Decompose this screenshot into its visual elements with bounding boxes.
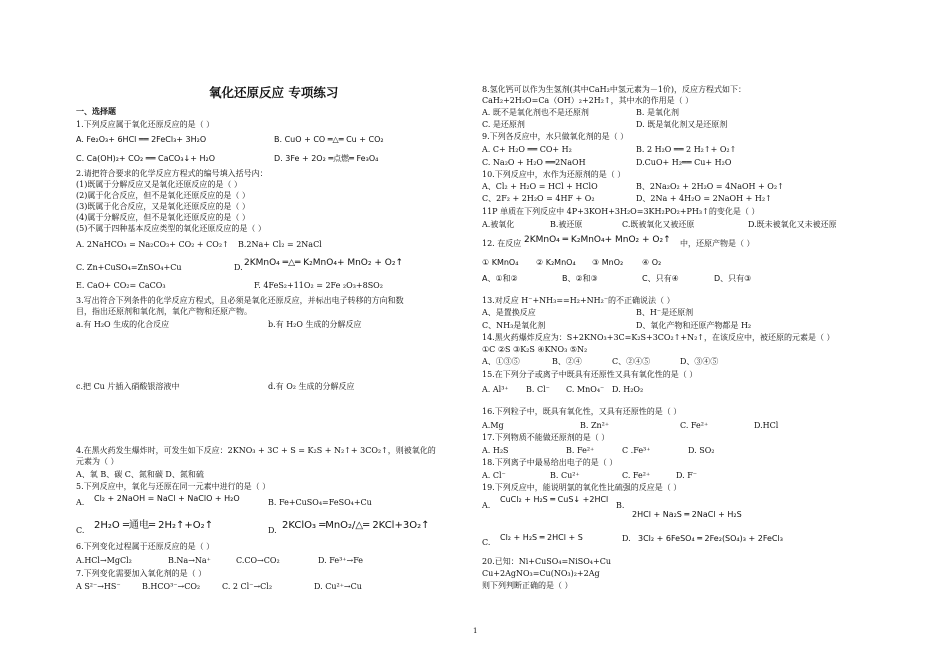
q13-option-a: A、是置换反应: [482, 308, 536, 317]
question-14: 14.黑火药爆炸反应为：S+2KNO₃+3C=K₂S+3CO₂↑+N₂↑，在该反应中，被还原的元素是（ ）: [482, 333, 835, 342]
q19-option-a: CuCl₂ + H₂S ═ CuS↓ +2HCl: [500, 495, 609, 504]
q5-option-b: B. Fe+CuSO₄=FeSO₄+Cu: [268, 498, 372, 507]
q7-option-c: C. 2 Cl⁻→Cl₂: [222, 582, 273, 591]
q13-option-d: D、氧化产物和还原产物都是 H₂: [636, 321, 752, 330]
q8-option-a: A. 既不是氧化剂也不是还原剂: [482, 108, 589, 117]
q2-option-c: C. Zn+CuSO₄=ZnSO₄+Cu: [76, 263, 182, 272]
question-3: 3.写出符合下列条件的化学反应方程式，且必须是氧化还原反应，并标出电子转移的方向和数: [76, 296, 404, 305]
q16-option-d: D.HCl: [754, 421, 779, 430]
q18-option-d: D. F⁻: [676, 471, 697, 480]
q12-option-a: A、①和②: [482, 274, 518, 283]
q12-item-2: ② K₂MnO₄: [536, 258, 576, 267]
q3-item-b: b.有 H₂O 生成的分解反应: [268, 320, 362, 329]
q9-option-d: D.CuO+ H₂══ Cu+ H₂O: [636, 158, 732, 167]
question-11: 11P 单质在下列反应中 4P+3KOH+3H₂O=3KH₂PO₂+PH₃↑的变化是（ ）: [482, 207, 760, 216]
question-7: 7.下列变化需要加入氧化剂的是（ ）: [76, 569, 207, 578]
q6-option-a: A.HCl→MgCl₂: [76, 556, 132, 565]
q15-option-c: C. MnO₄⁻: [566, 385, 605, 394]
q11-option-c: C.既被氧化又被还原: [622, 220, 695, 229]
q19-option-c: Cl₂ + H₂S ═ 2HCl + S: [500, 533, 583, 542]
q5-option-a-label: A.: [76, 498, 85, 507]
q2-item-2: (2)属于化合反应，但不是氧化还原反应的是（ ）: [76, 191, 250, 200]
question-12-prefix: 12. 在反应: [482, 239, 522, 248]
q16-option-b: B. Zn²⁺: [580, 421, 610, 430]
q19-option-b-label: B.: [616, 501, 625, 510]
question-1: 1.下列反应属于氧化还原反应的是（ ）: [76, 120, 215, 129]
q14-option-b: B、②④: [552, 357, 582, 366]
question-20: 20.已知：Ni+CuSO₄=NiSO₄+Cu: [482, 557, 611, 566]
question-17: 17.下列物质不能做还原剂的是（ ）: [482, 433, 610, 442]
q12-option-b: B、②和③: [562, 274, 598, 283]
q12-option-d: D、只有③: [714, 274, 752, 283]
question-19: 19.下列反应中，能说明氯的氧化性比硫强的反应是（ ）: [482, 483, 682, 492]
q3-item-d: d.有 O₂ 生成的分解反应: [268, 382, 355, 391]
q11-option-d: D.既未被氧化又未被还原: [748, 220, 837, 229]
q1-option-a: A. Fe₂O₃+ 6HCl ══ 2FeCl₃+ 3H₂O: [76, 135, 207, 144]
q7-option-a: A S²⁻→HS⁻: [76, 582, 121, 591]
q5-option-a: Cl₂ + 2NaOH = NaCl + NaClO + H₂O: [94, 494, 240, 503]
q15-option-b: B. Cl⁻: [526, 385, 550, 394]
q9-option-c: C. Na₂O + H₂O ══2NaOH: [482, 158, 586, 167]
q14-option-c: C、②④⑤: [612, 357, 651, 366]
question-10: 10.下列反应中，水作为还原剂的是（ ）: [482, 170, 626, 179]
q15-option-a: A. Al³⁺: [482, 385, 509, 394]
question-18: 18.下列离子中最易给出电子的是（ ）: [482, 458, 618, 467]
q5-option-d-label: D.: [268, 526, 277, 535]
q6-option-b: B.Na→Na⁺: [168, 556, 211, 565]
question-4: 4.在黑火药发生爆炸时，可发生如下反应：2KNO₃ + 3C + S = K₂S + N₂↑+ 3CO₂↑，则被氧化的: [76, 446, 436, 455]
q14-option-a: A、①③⑤: [482, 357, 520, 366]
q19-option-d: 3Cl₂ + 6FeSO₄ ═ 2Fe₂(SO₄)₃ + 2FeCl₃: [638, 534, 783, 543]
q10-option-a: A、Cl₂ + H₂O = HCl + HClO: [482, 182, 598, 191]
q2-option-f: F. 4FeS₂+11O₂ = 2Fe ₂O₃+8SO₂: [254, 281, 383, 290]
question-20-line-2: Cu+2AgNO₃=Cu(NO₃)₂+2Ag: [482, 569, 600, 578]
q14-option-d: D、③④⑤: [680, 357, 719, 366]
q5-option-c: 2H₂O ═通电═ 2H₂↑+O₂↑: [94, 520, 214, 531]
section-heading: 一、选择题: [76, 106, 116, 116]
q5-option-c-label: C.: [76, 526, 85, 535]
question-4-cont: 元素为（ ）: [76, 457, 119, 466]
q1-option-d: D. 3Fe + 2O₂ ═点燃═ Fe₃O₄: [274, 154, 379, 163]
q12-option-c: C、只有④: [642, 274, 679, 283]
q1-option-c: C. Ca(OH)₂+ CO₂ ══ CaCO₃↓+ H₂O: [76, 154, 216, 163]
question-5: 5.下列反应中，氧化与还原在同一元素中进行的是（ ）: [76, 482, 271, 491]
q6-option-c: C.CO→CO₂: [236, 556, 280, 565]
q19-option-a-label: A.: [482, 501, 491, 510]
q2-option-b: B.2Na+ Cl₂ = 2NaCl: [238, 240, 322, 249]
q1-option-b: B. CuO + CO ═△═ Cu + CO₂: [274, 135, 384, 144]
question-8-cont: CaH₂+2H₂O=Ca（OH）₂+2H₂↑，其中水的作用是（ ）: [482, 96, 694, 105]
q19-option-c-label: C.: [482, 538, 491, 547]
q18-option-c: C. Fe²⁺: [622, 471, 651, 480]
page-title: 氧化还原反应 专项练习: [209, 85, 339, 100]
q8-option-c: C. 是还原剂: [482, 120, 525, 129]
q9-option-a: A. C+ H₂O ══ CO+ H₂: [482, 145, 572, 154]
q10-option-b: B、2Na₂O₂ + 2H₂O = 4NaOH + O₂↑: [636, 182, 784, 191]
q12-item-1: ① KMnO₄: [482, 258, 519, 267]
q3-item-a: a.有 H₂O 生成的化合反应: [76, 320, 170, 329]
q2-option-d-label: D.: [234, 263, 243, 272]
question-13: 13.对反应 H⁻+NH₃==H₂+NH₂⁻的不正确说法（ ）: [482, 296, 675, 305]
q14-items: ①C ②S ③K₂S ④KNO₃ ⑤N₂: [482, 345, 588, 354]
q10-option-c: C、2F₂ + 2H₂O = 4HF + O₂: [482, 194, 595, 203]
question-16: 16.下列粒子中，既具有氧化性，又具有还原性的是（ ）: [482, 407, 682, 416]
q18-option-b: B. Cu²⁺: [550, 471, 580, 480]
q2-option-e: E. CaO+ CO₂= CaCO₃: [76, 281, 166, 290]
question-20-line-3: 则下列判断正确的是（ ）: [482, 581, 573, 590]
question-12-equation: 2KMnO₄ ═ K₂MnO₄+ MnO₂ + O₂↑: [524, 235, 671, 245]
q12-item-4: ④ O₂: [642, 258, 662, 267]
q11-option-a: A.被氧化: [482, 220, 515, 229]
q2-item-5: (5)不属于四种基本反应类型的氧化还原反应的是（ ）: [76, 224, 266, 233]
q17-option-a: A. H₂S: [482, 446, 509, 455]
q8-option-b: B. 是氧化剂: [636, 108, 679, 117]
q7-option-d: D. Cu²⁺→Cu: [314, 582, 362, 591]
q17-option-d: D. SO₂: [688, 446, 715, 455]
q19-option-d-label: D.: [622, 534, 631, 543]
question-15: 15.在下列分子或离子中既具有还原性又具有氧化性的是（ ）: [482, 370, 698, 379]
q2-option-a: A. 2NaHCO₃ = Na₂CO₃+ CO₂ + CO₂↑: [76, 240, 229, 249]
q2-option-d-equation: 2KMnO₄ ═△═ K₂MnO₄+ MnO₂ + O₂↑: [244, 258, 403, 268]
q7-option-b: B.HCO³⁻→CO₂: [142, 582, 201, 591]
q16-option-a: A.Mg: [482, 421, 504, 430]
q15-option-d: D. H₂O₂: [612, 385, 644, 394]
q2-item-4: (4)属于分解反应，但不是氧化还原反应的是（ ）: [76, 213, 250, 222]
q4-options: A、氧 B、碳 C、氮和碳 D、氮和硫: [76, 470, 204, 479]
question-3-cont: 目，指出还原剂和氧化剂，氧化产物和还原产物。: [76, 307, 252, 316]
q10-option-d: D、2Na + 4H₂O = 2NaOH + H₂↑: [636, 194, 772, 203]
q18-option-a: A. Cl⁻: [482, 471, 506, 480]
page-number: 1: [473, 627, 478, 635]
q13-option-c: C、NH₃是氧化剂: [482, 321, 546, 330]
q9-option-b: B. 2 H₂O ══ 2 H₂↑+ O₂↑: [636, 145, 737, 154]
q19-option-b: 2HCl + Na₂S ═ 2NaCl + H₂S: [632, 510, 742, 519]
q2-item-1: (1)既属于分解反应又是氧化还原反应的是（ ）: [76, 180, 242, 189]
q16-option-c: C. Fe²⁺: [680, 421, 709, 430]
question-12-suffix: 中，还原产物是（ ）: [680, 239, 755, 248]
q5-option-d: 2KClO₃ ═MnO₂/△═ 2KCl+3O₂↑: [282, 520, 430, 531]
q8-option-d: D. 既是氧化剂又是还原剂: [636, 120, 728, 129]
q12-item-3: ③ MnO₂: [592, 258, 624, 267]
question-2: 2.请把符合要求的化学反应方程式的编号填入括号内：: [76, 169, 268, 178]
question-8: 8.氢化钙可以作为生氢剂(其中CaH₂中氢元素为－1价)，反应方程式如下：: [482, 85, 747, 94]
q17-option-c: C .Fe³⁺: [622, 446, 651, 455]
q2-item-3: (3)既属于化合反应，又是氧化还原反应的是（ ）: [76, 202, 250, 211]
question-9: 9.下列各反应中，水只做氧化剂的是（ ）: [482, 132, 629, 141]
q3-item-c: c.把 Cu 片插入硝酸银溶液中: [76, 382, 180, 391]
q17-option-b: B. Fe²⁺: [566, 446, 595, 455]
q13-option-b: B、H⁻是还原剂: [636, 308, 694, 317]
q6-option-d: D. Fe³⁺→Fe: [318, 556, 364, 565]
q11-option-b: B.被还原: [550, 220, 583, 229]
question-6: 6.下列变化过程属于还原反应的是（ ）: [76, 542, 215, 551]
